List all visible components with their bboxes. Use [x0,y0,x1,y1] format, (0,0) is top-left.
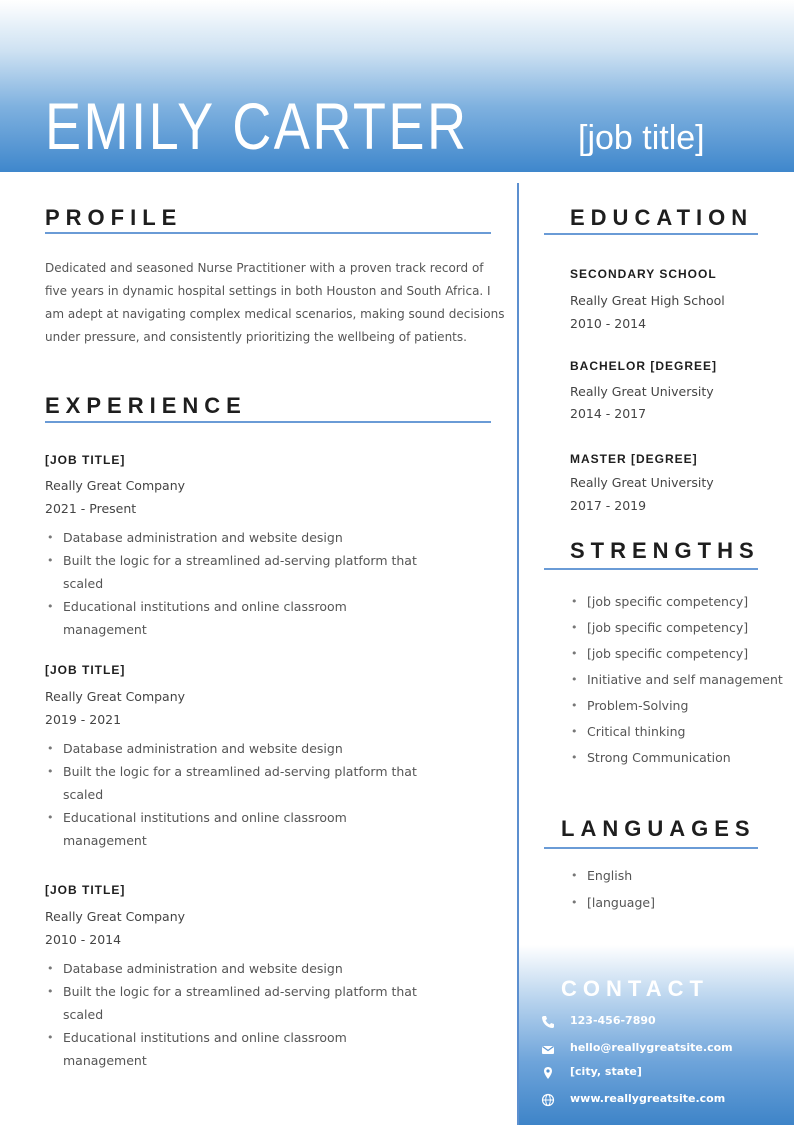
contact-location: [city, state] [570,1065,642,1078]
job-bullet-continuation [45,1049,417,1072]
job-bullet: • Educational institutions and online classroom [45,595,417,618]
phone-icon [541,1014,557,1028]
languages-heading: LANGUAGES [561,816,756,841]
job-dates: 2021 - Present [45,501,137,516]
job-bullet: • Built the logic for a streamlined ad-serving platform that [45,980,417,1003]
languages-rule [544,847,758,849]
language-item: • English [569,862,655,889]
strengths-list [569,589,783,771]
job-bullet-continuation [45,829,417,852]
contact-heading: CONTACT [561,976,709,1001]
profile-heading: PROFILE [45,205,183,230]
job-dates: 2019 - 2021 [45,712,122,727]
candidate-name: EMILY CARTER [45,89,469,163]
experience-rule [45,421,491,423]
job-bullet: • Database administration and website design [45,737,417,760]
languages-list [569,862,655,916]
contact-phone: 123-456-7890 [570,1014,656,1027]
education-dates: 2017 - 2019 [570,498,647,513]
job-company: Really Great Company [45,689,186,704]
job-bullet-text: scaled [63,576,104,591]
profile-line: am adept at navigating complex medical scenarios, making sound decisions [45,307,505,321]
strength-item: • Initiative and self management [569,667,783,693]
strength-item: • Strong Communication [569,745,783,771]
job-bullet: • Database administration and website design [45,526,417,549]
job-company: Really Great Company [45,478,186,493]
job-bullet-text: management [63,622,147,637]
job-bullet-text: management [63,1053,147,1068]
job-bullet: • Database administration and website design [45,957,417,980]
profile-line: five years in dynamic hospital settings in both Houston and South Africa. I [45,284,491,298]
job-bullet-text: scaled [63,787,104,802]
education-rule [544,233,758,235]
strengths-rule [544,568,758,570]
job-bullet: • Educational institutions and online classroom [45,806,417,829]
strength-item: • [job specific competency] [569,641,783,667]
job-bullet-continuation [45,572,417,595]
job-bullet-continuation [45,618,417,641]
profile-line: Dedicated and seasoned Nurse Practitioner with a proven track record of [45,261,484,275]
email-icon [541,1041,557,1055]
job-bullets [45,526,417,641]
job-bullet-continuation [45,783,417,806]
job-bullet: • Built the logic for a streamlined ad-serving platform that [45,760,417,783]
education-school: Really Great University [570,384,714,399]
job-title: [JOB TITLE] [45,883,126,897]
contact-email: hello@reallygreatsite.com [570,1041,733,1054]
job-bullet-continuation [45,1003,417,1026]
job-bullet: • Built the logic for a streamlined ad-serving platform that [45,549,417,572]
strength-item: • [job specific competency] [569,615,783,641]
location-pin-icon [541,1065,557,1079]
job-bullet: • Educational institutions and online classroom [45,1026,417,1049]
job-title: [JOB TITLE] [45,663,126,677]
education-dates: 2014 - 2017 [570,406,647,421]
education-school: Really Great High School [570,293,725,308]
strength-item: • Critical thinking [569,719,783,745]
profile-rule [45,232,491,234]
language-item: • [language] [569,889,655,916]
job-bullets [45,957,417,1072]
job-dates: 2010 - 2014 [45,932,122,947]
strength-item: • Problem-Solving [569,693,783,719]
contact-website: www.reallygreatsite.com [570,1092,726,1105]
strengths-heading: STRENGTHS [570,538,760,563]
globe-icon [541,1092,557,1106]
education-level: BACHELOR [DEGREE] [570,359,718,373]
education-school: Really Great University [570,475,714,490]
education-heading: EDUCATION [570,205,754,230]
strength-item: • [job specific competency] [569,589,783,615]
profile-line: under pressure, and consistently prioritizing the wellbeing of patients. [45,330,467,344]
job-bullet-text: scaled [63,1007,104,1022]
job-company: Really Great Company [45,909,186,924]
education-dates: 2010 - 2014 [570,316,647,331]
experience-heading: EXPERIENCE [45,393,247,418]
education-level: SECONDARY SCHOOL [570,267,717,281]
header-job-title: [job title] [578,119,705,157]
education-level: MASTER [DEGREE] [570,452,698,466]
job-title: [JOB TITLE] [45,453,126,467]
job-bullet-text: management [63,833,147,848]
job-bullets [45,737,417,852]
